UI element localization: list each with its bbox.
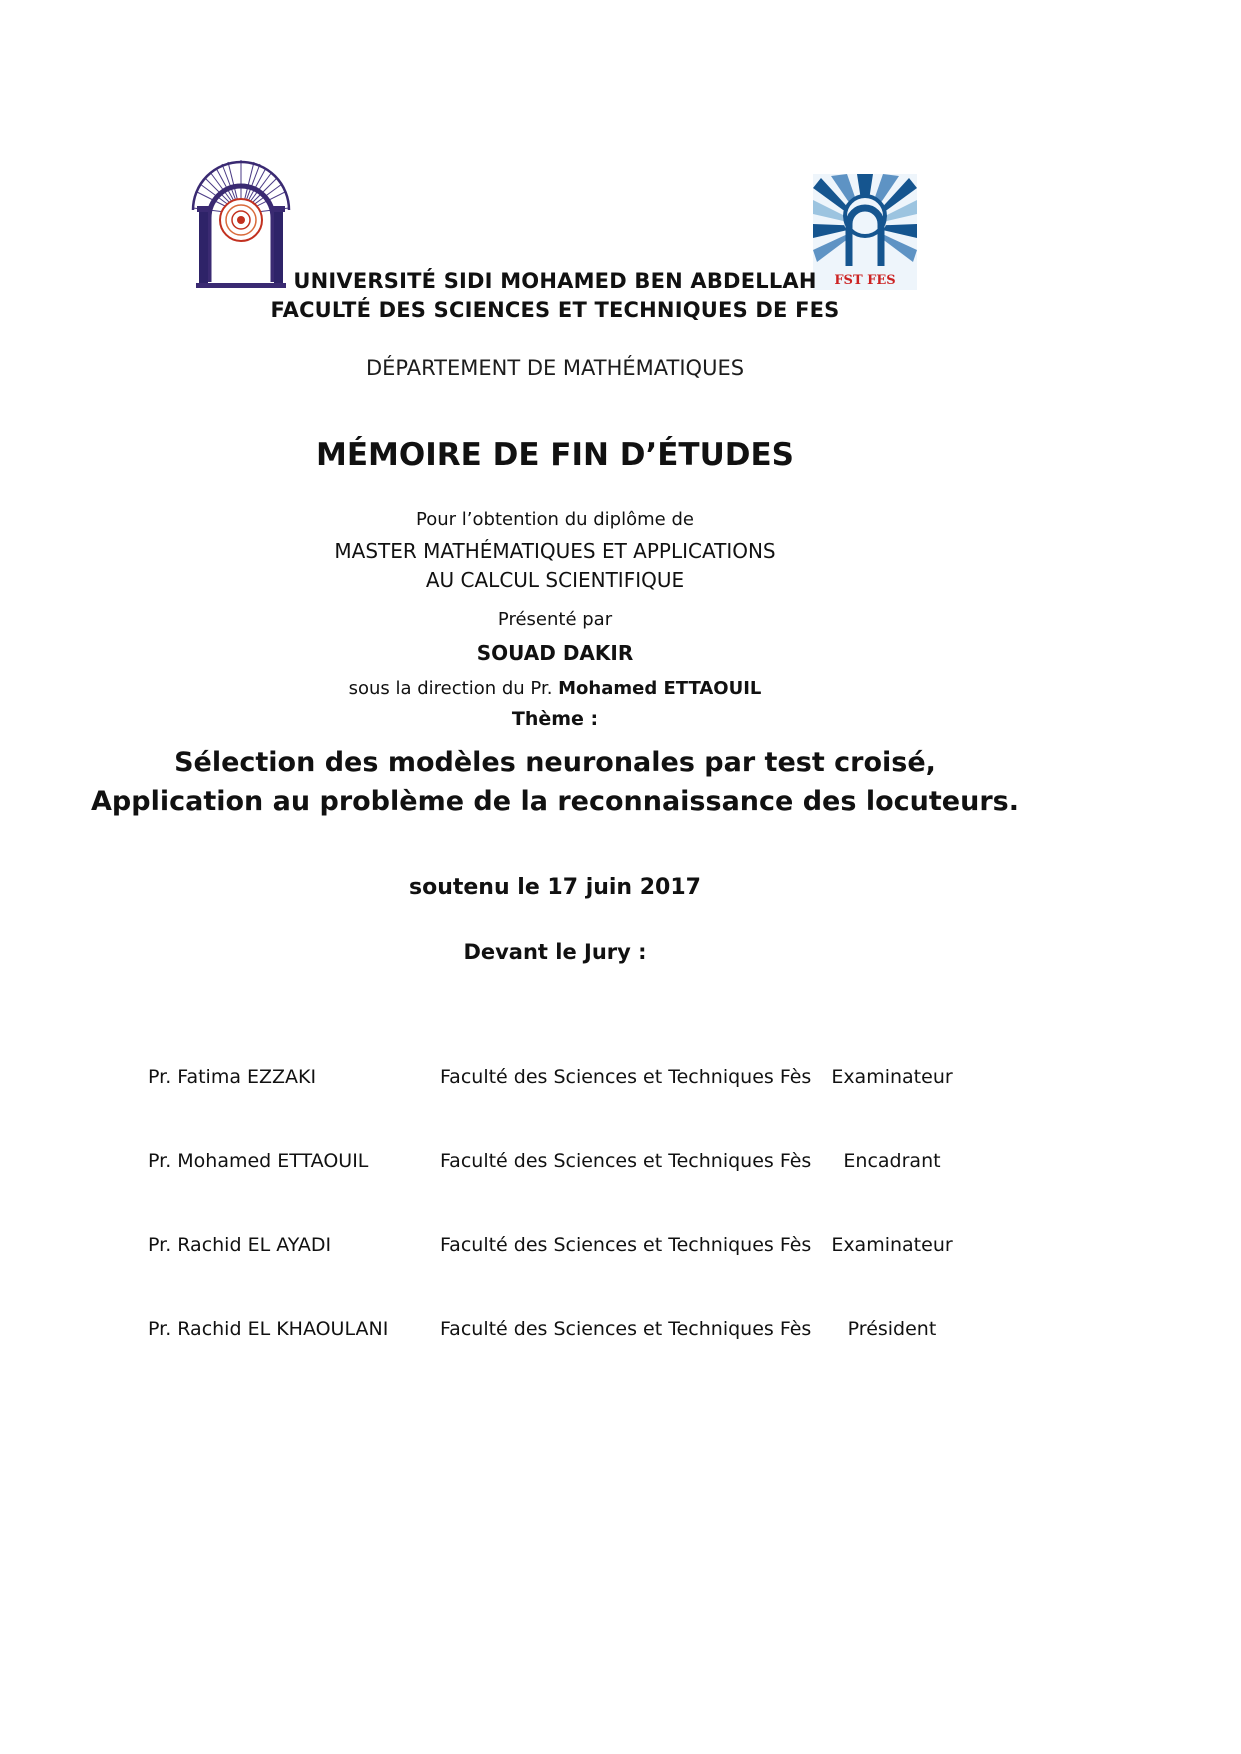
jury-row [148,1234,966,1256]
jury-row [148,1066,966,1088]
master-program-line2: AU CALCUL SCIENTIFIQUE [425,568,685,592]
thesis-title-line1: Sélection des modèles neuronales par test croisé, [174,747,936,778]
department-name: DÉPARTEMENT DE MATHÉMATIQUES [365,356,745,380]
jury-member-name: Pr. Fatima EZZAKI [148,1066,317,1088]
jury-member-name: Pr. Mohamed ETTAOUIL [148,1150,369,1172]
diploma-purpose-line: Pour l’obtention du diplôme de [416,509,694,530]
jury-table [148,1066,966,1402]
fst-logo-text: FST FES [834,273,896,288]
jury-member-name: Pr. Rachid EL KHAOULANI [148,1318,389,1340]
jury-member-affiliation: Faculté des Sciences et Techniques Fès [440,1150,812,1172]
author-name: SOUAD DAKIR [476,641,634,665]
supervisor-name: Mohamed ETTAOUIL [558,678,762,699]
jury-member-role: Examinateur [831,1066,953,1088]
jury-member-role: Président [847,1318,937,1340]
jury-member-affiliation: Faculté des Sciences et Techniques Fès [440,1234,812,1256]
defense-date: soutenu le 17 juin 2017 [409,875,701,900]
jury-heading: Devant le Jury : [463,940,647,964]
faculty-name: FACULTÉ DES SCIENCES ET TECHNIQUES DE FES [270,298,840,322]
jury-member-role: Encadrant [843,1150,941,1172]
master-program-line1: MASTER MATHÉMATIQUES ET APPLICATIONS [334,539,776,563]
jury-row [148,1318,966,1340]
jury-row [148,1150,966,1172]
jury-member-role: Examinateur [831,1234,953,1256]
presented-by-label: Présenté par [497,609,613,630]
thesis-title-line2: Application au problème de la reconnaissance des locuteurs. [91,786,1019,817]
supervision-line [0,678,1110,699]
supervision-prefix: sous la direction du Pr. [348,678,559,699]
memoire-title: MÉMOIRE DE FIN D’ÉTUDES [316,437,794,473]
university-name: UNIVERSITÉ SIDI MOHAMED BEN ABDELLAH [293,269,817,293]
theme-label: Thème : [511,708,599,730]
jury-member-affiliation: Faculté des Sciences et Techniques Fès [440,1318,812,1340]
jury-member-name: Pr. Rachid EL AYADI [148,1234,332,1256]
jury-member-affiliation: Faculté des Sciences et Techniques Fès [440,1066,812,1088]
